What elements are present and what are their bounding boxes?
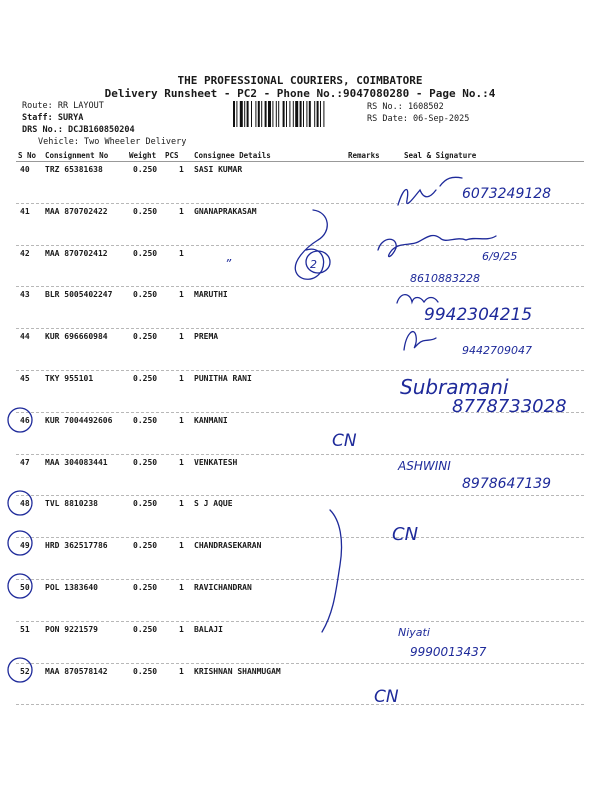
row-divider (16, 370, 584, 371)
row-consignment: HRD 362517786 (45, 541, 108, 551)
row-weight: 0.250 (133, 499, 158, 509)
sig-43-number: 9942304215 (424, 305, 533, 325)
row-divider (16, 328, 584, 329)
table-row (0, 623, 600, 665)
row-pcs: 1 (179, 332, 184, 342)
row-divider (16, 663, 584, 664)
col-weight: Weight (129, 151, 157, 160)
row-consignee: VENKATESH (194, 457, 238, 467)
staff: Staff: SURYA (22, 113, 84, 123)
rs-number: RS No.: 1608502 (367, 102, 444, 112)
row-weight: 0.250 (133, 415, 158, 425)
row-consignment: MAA 870702422 (45, 206, 108, 216)
row-consignee: KRISHNAN SHANMUGAM (194, 666, 281, 676)
row-divider (16, 203, 584, 204)
header-divider (16, 161, 584, 162)
row-sno: 51 (20, 624, 30, 634)
row-weight: 0.250 (133, 206, 158, 216)
sig-42-date: 6/9/25 (482, 250, 518, 263)
drs-number: DRS No.: DCJB160850204 (22, 125, 135, 135)
row-consignee: PREMA (194, 332, 219, 342)
row-pcs: 1 (179, 541, 184, 551)
row-sno: 43 (20, 290, 30, 300)
route: Route: RR LAYOUT (22, 101, 104, 111)
col-seal: Seal & Signature (404, 151, 477, 160)
row-consignment: KUR 7004492606 (45, 415, 113, 425)
sig-51-number: 9990013437 (410, 645, 487, 659)
table-row (0, 581, 600, 623)
row-consignee: CHANDRASEKARAN (194, 541, 262, 551)
row-consignment: PON 9221579 (45, 624, 98, 634)
row-consignment: KUR 696660984 (45, 332, 108, 342)
sig-47-name: ASHWINI (398, 459, 451, 473)
cn-mark-49: CN (392, 524, 419, 545)
row-sno: 40 (20, 165, 30, 174)
sig-44-number: 9442709047 (462, 344, 532, 357)
row-consignee: KANMANI (194, 415, 228, 425)
row-consignee: GNANAPRAKASAM (194, 206, 257, 216)
row-consignee: SASI KUMAR (194, 165, 243, 174)
table-row (0, 330, 600, 372)
row-weight: 0.250 (133, 583, 158, 592)
sig-51-name: Niyati (398, 626, 430, 639)
table-row (0, 456, 600, 498)
sig-45-name: Subramani (400, 375, 509, 399)
row-divider (16, 704, 584, 705)
row-pcs: 1 (179, 206, 184, 216)
sig-47-number: 8978647139 (462, 476, 552, 492)
row-sno: 42 (20, 248, 30, 258)
row-pcs: 1 (179, 248, 184, 258)
row-consignment: MAA 304083441 (45, 457, 108, 467)
row-consignment: MAA 870578142 (45, 666, 108, 676)
row-divider (16, 286, 584, 287)
row-weight: 0.250 (133, 457, 158, 467)
row-pcs: 1 (179, 666, 184, 676)
runsheet-title: Delivery Runsheet - PC2 - Phone No.:9047080280 - Page No.:4 (104, 87, 496, 100)
row-consignment: BLR 5005402247 (45, 290, 113, 300)
sig-45-number: 8778733028 (452, 396, 567, 417)
sig-42-number: 8610883228 (410, 272, 480, 285)
ditto-mark: ” (225, 257, 232, 271)
row-sno: 46 (20, 415, 30, 425)
row-weight: 0.250 (133, 332, 158, 342)
row-pcs: 1 (179, 415, 184, 425)
row-sno: 52 (20, 666, 30, 676)
table-row (0, 247, 600, 289)
cn-mark-46: CN (332, 431, 357, 451)
row-pcs: 1 (179, 624, 184, 634)
row-pcs: 1 (179, 290, 184, 300)
barcode-image (233, 101, 361, 127)
row-sno: 41 (20, 206, 30, 216)
table-row (0, 497, 600, 539)
row-weight: 0.250 (133, 666, 158, 676)
table-row (0, 665, 600, 707)
row-consignment: TKY 955101 (45, 374, 94, 383)
row-consignee: PUNITHA RANI (194, 374, 252, 383)
row-pcs: 1 (179, 165, 184, 174)
row-consignment: TVL 8810238 (45, 499, 98, 509)
row-sno: 48 (20, 499, 30, 509)
cn-mark-52: CN (374, 687, 399, 707)
col-consignment: Consignment No (45, 151, 109, 160)
company-name: THE PROFESSIONAL COURIERS, COIMBATORE (177, 74, 423, 87)
row-weight: 0.250 (133, 374, 158, 383)
col-remarks: Remarks (348, 151, 380, 160)
row-weight: 0.250 (133, 290, 158, 300)
row-divider (16, 495, 584, 496)
row-divider (16, 245, 584, 246)
row-pcs: 1 (179, 583, 184, 592)
table-row (0, 163, 600, 205)
vehicle: Vehicle: Two Wheeler Delivery (38, 137, 187, 147)
row-pcs: 1 (179, 457, 184, 467)
row-pcs: 1 (179, 374, 184, 383)
row-sno: 49 (20, 541, 30, 551)
row-consignee: S J AQUE (194, 499, 233, 509)
row-consignee: BALAJI (194, 624, 223, 634)
row-divider (16, 621, 584, 622)
table-row (0, 205, 600, 247)
row-consignee: RAVICHANDRAN (194, 583, 252, 592)
row-weight: 0.250 (133, 248, 158, 258)
rs-date: RS Date: 06-Sep-2025 (367, 114, 470, 124)
row-divider (16, 537, 584, 538)
row-weight: 0.250 (133, 541, 158, 551)
row-consignment: MAA 870702412 (45, 248, 108, 258)
row-sno: 47 (20, 457, 30, 467)
row-sno: 44 (20, 332, 30, 342)
table-row (0, 414, 600, 456)
col-sno: S No (18, 151, 37, 160)
table-row (0, 372, 600, 414)
table-row (0, 288, 600, 330)
row-sno: 45 (20, 374, 30, 383)
row-divider (16, 412, 584, 413)
col-consignee: Consignee Details (194, 151, 271, 160)
table-row (0, 539, 600, 581)
circle-2-text: 2 (310, 258, 317, 271)
row-divider (16, 579, 584, 580)
row-sno: 50 (20, 583, 30, 592)
row-consignee: MARUTHI (194, 290, 228, 300)
row-weight: 0.250 (133, 165, 158, 174)
row-consignment: POL 1383640 (45, 583, 98, 592)
row-divider (16, 454, 584, 455)
sig-40-number: 6073249128 (462, 186, 552, 202)
col-pcs: PCS (165, 151, 179, 160)
row-weight: 0.250 (133, 624, 158, 634)
row-pcs: 1 (179, 499, 184, 509)
row-consignment: TRZ 65381638 (45, 165, 103, 174)
